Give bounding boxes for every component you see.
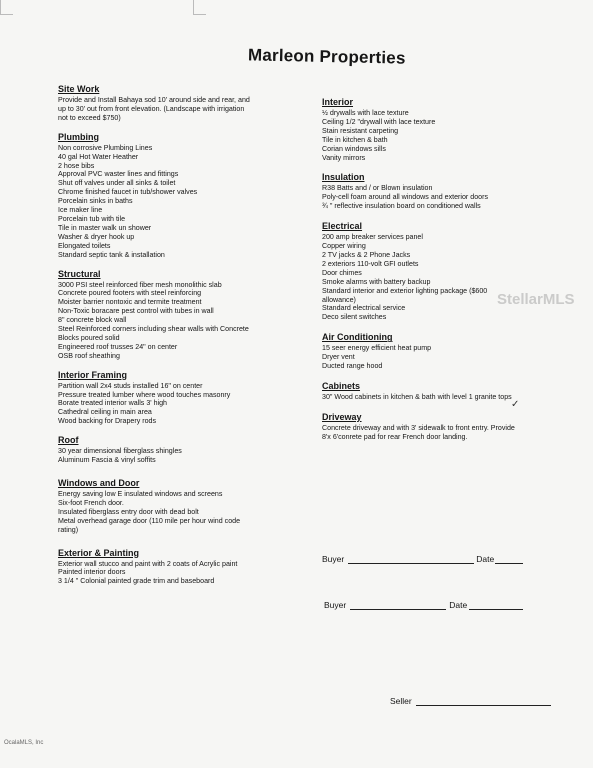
section-heading: Insulation: [322, 172, 365, 183]
spec-line: Pressure treated lumber where wood touches masonry: [58, 390, 231, 399]
section-windows-and-door: [58, 478, 313, 535]
spec-line: Cathedral ceiling in main area: [58, 408, 152, 417]
section-heading: Roof: [58, 435, 79, 446]
section-plumbing: [58, 132, 313, 260]
buyer-label: Buyer: [322, 554, 345, 564]
section-heading: Exterior & Painting: [58, 547, 140, 558]
spec-line: Porcelain sinks in baths: [58, 197, 133, 206]
spec-line: 15 seer energy efficient heat pump: [322, 344, 432, 353]
spec-line: Stain resistant carpeting: [322, 126, 399, 135]
spec-line: Vanity mirrors: [322, 153, 366, 162]
spec-line: Blocks poured solid: [58, 333, 120, 342]
spec-line: Shut off valves under all sinks & toilet: [58, 179, 176, 188]
spec-line: 40 gal Hot Water Heather: [58, 152, 139, 161]
spec-line: Metal overhead garage door (110 mile per hour wind code: [58, 516, 241, 525]
spec-line: Poly-cell foam around all windows and exterior doors: [322, 193, 488, 202]
spec-line: Dryer vent: [322, 353, 355, 362]
spec-line: ¾ " reflective insulation board on conditioned walls: [322, 202, 481, 211]
seller-signature-line: [390, 696, 551, 706]
spec-line: Porcelain tub with tile: [58, 214, 126, 223]
section-structural: [58, 269, 313, 361]
spec-line: Painted interior doors: [58, 568, 126, 577]
footer-credit: OcalaMLS, Inc: [4, 740, 44, 746]
right-column: [322, 97, 562, 442]
spec-line: Tile in master walk un shower: [58, 223, 152, 232]
spec-line: allowance): [322, 295, 356, 304]
seller-field[interactable]: [416, 696, 551, 706]
spec-line: Provide and Install Bahaya sod 10' around side and rear, and: [58, 96, 250, 104]
spec-line: Energy saving low E insulated windows and screens: [58, 490, 223, 498]
section-heading: Electrical: [322, 221, 363, 232]
seller-label: Seller: [390, 696, 412, 706]
section-driveway: [322, 412, 562, 442]
spec-line: Partition wall 2x4 studs installed 16" on center: [58, 381, 203, 390]
section-heading: Site Work: [58, 84, 100, 94]
spec-line: Non-Toxic boracare pest control with tubes in wall: [58, 307, 214, 316]
spec-line: Tile in kitchen & bath: [322, 135, 388, 144]
spec-line: 3 1/4 " Colonial painted grade trim and baseboard: [58, 577, 215, 586]
date-field-2[interactable]: [469, 600, 523, 610]
spec-line: ½ drywalls with lace texture: [322, 109, 409, 117]
spec-line: 30" Wood cabinets in kitchen & bath with level 1 granite tops: [322, 392, 512, 401]
spec-line: 8" concrete block wall: [58, 316, 127, 325]
spec-line: Copper wiring: [322, 242, 366, 251]
corner-mark-left: [0, 0, 13, 15]
spec-line: Steel Reinforced corners including shear walls with Concrete: [58, 325, 249, 334]
left-column: [58, 84, 313, 586]
spec-line: Standard interior and exterior lighting package ($600: [322, 286, 488, 295]
date-field-1[interactable]: [495, 554, 523, 564]
spec-line: Standard septic tank & installation: [58, 250, 165, 259]
spec-line: Wood backing for Drapery rods: [58, 417, 157, 426]
spec-line: R38 Batts and / or Blown insulation: [322, 184, 433, 193]
section-exterior-painting: [58, 548, 313, 587]
spec-line: Deco silent switches: [322, 313, 387, 322]
spec-line: Engineered roof trusses 24" on center: [58, 342, 178, 351]
spec-line: Non corrosive Plumbing Lines: [58, 143, 153, 152]
spec-line: 8'x 6'conrete pad for rear French door landing.: [322, 432, 468, 441]
spec-line: Aluminum Fascia & vinyl soffits: [58, 456, 156, 465]
spec-line: Door chimes: [322, 268, 362, 277]
section-heading: Windows and Door: [58, 478, 140, 488]
section-air-conditioning: [322, 332, 562, 371]
date-label: Date: [476, 554, 495, 564]
buyer-label: Buyer: [324, 600, 347, 610]
spec-line: Elongated toilets: [58, 241, 111, 250]
spec-line: 3000 PSI steel reinforced fiber mesh monolithic slab: [58, 280, 222, 289]
spec-line: Ice maker line: [58, 206, 103, 215]
buyer-signature-line-1: [322, 554, 523, 564]
date-label: Date: [449, 600, 468, 610]
spec-line: 200 amp breaker services panel: [322, 233, 423, 242]
section-heading: Driveway: [322, 411, 362, 422]
spec-line: Standard electrical service: [322, 304, 406, 313]
spec-line: not to exceed $750): [58, 113, 121, 122]
spec-line: Approval PVC waster lines and fittings: [58, 170, 179, 179]
pen-mark: ✓: [511, 399, 520, 410]
spec-line: Ducted range hood: [322, 362, 383, 371]
corner-mark-center: [193, 0, 206, 15]
spec-line: Six-foot French door.: [58, 498, 124, 507]
spec-line: 2 hose bibs: [58, 161, 95, 170]
watermark: StellarMLS: [497, 291, 575, 308]
spec-line: Washer & dryer hook up: [58, 232, 135, 241]
buyer-field-2[interactable]: [350, 600, 446, 610]
section-heading: Plumbing: [58, 131, 99, 142]
section-heading: Cabinets: [322, 380, 361, 391]
spec-line: Moister barrier nontoxic and termite treatment: [58, 298, 202, 307]
spec-line: 2 exteriors 110-volt GFI outlets: [322, 259, 419, 268]
section-heading: Interior Framing: [58, 369, 128, 380]
section-heading: Structural: [58, 268, 101, 279]
section-interior: [322, 97, 562, 162]
spec-line: Concrete driveway and with 3' sidewalk to front entry. Provide: [322, 423, 515, 432]
section-interior-framing: [58, 370, 313, 427]
section-site-work: [58, 84, 313, 123]
spec-line: Borate treated interior walls 3' high: [58, 399, 168, 408]
section-insulation: [322, 172, 562, 211]
spec-line: Chrome finished faucet in tub/shower valves: [58, 188, 198, 197]
section-roof: [58, 435, 313, 465]
spec-line: Insulated fiberglass entry door with dead bolt: [58, 507, 199, 516]
spec-line: 30 year dimensional fiberglass shingles: [58, 447, 182, 456]
spec-line: Corian windows sills: [322, 144, 386, 153]
spec-line: Concrete poured footers with steel reinforcing: [58, 289, 202, 298]
section-cabinets: [322, 381, 562, 402]
spec-line: rating): [58, 525, 79, 534]
section-heading: Interior: [322, 97, 354, 107]
spec-line: Smoke alarms with battery backup: [322, 277, 431, 286]
spec-line: OSB roof sheathing: [58, 351, 120, 360]
spec-line: Exterior wall stucco and paint with 2 coats of Acrylic paint: [58, 559, 238, 568]
section-heading: Air Conditioning: [322, 332, 393, 343]
spec-line: 2 TV jacks & 2 Phone Jacks: [322, 250, 411, 259]
spec-line: up to 30' out from front elevation. (Landscape with irrigation: [58, 104, 245, 113]
buyer-field-1[interactable]: [348, 554, 474, 564]
spec-line: Ceiling 1/2 "drywall with lace texture: [322, 117, 436, 126]
buyer-signature-line-2: [324, 600, 523, 610]
document-title: Marleon Properties: [247, 45, 406, 68]
